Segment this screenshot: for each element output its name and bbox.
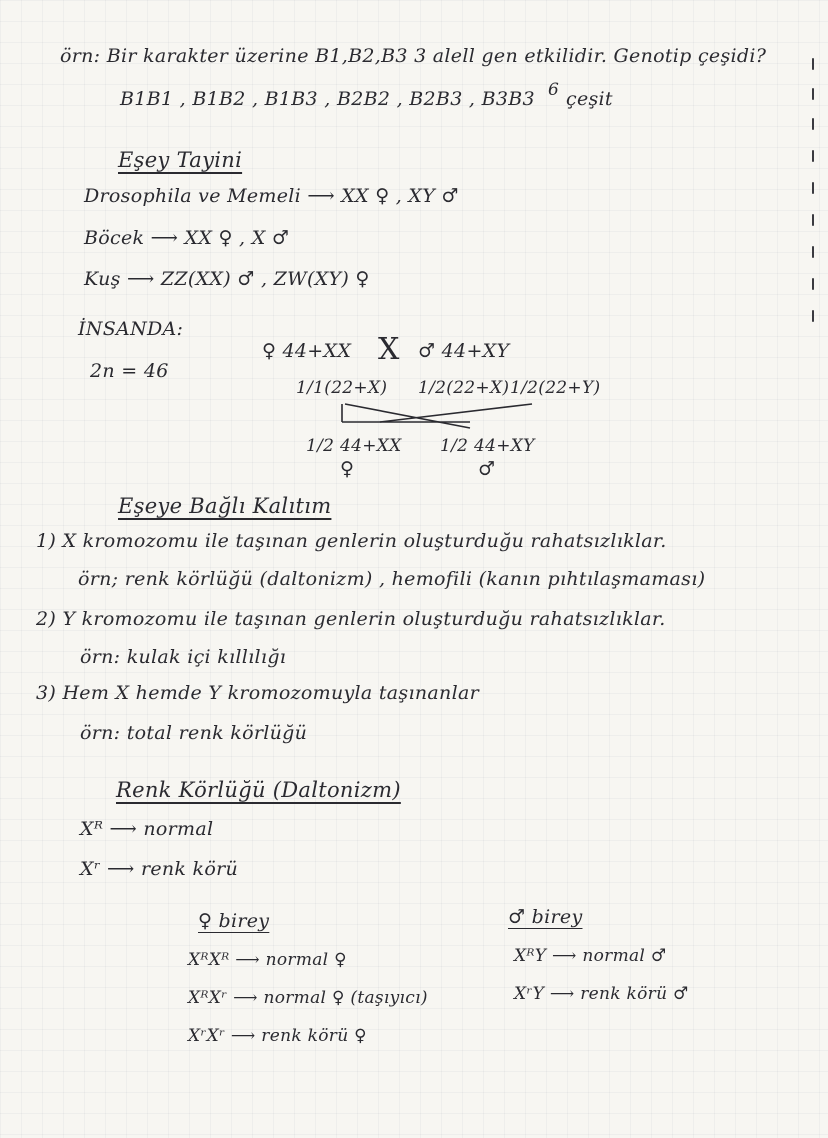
offspring-male-sex: ♂ [478, 458, 496, 480]
sex-linked-item-2: 2) Y kromozomu ile taşınan genlerin oluşturduğu rahatsızlıklar. [36, 608, 666, 630]
heading-sex-determination: Eşey Tayini [118, 148, 243, 172]
female-row: XᴿXʳ ⟶ normal ♀ (taşıyıcı) [188, 988, 428, 1008]
recessive-allele: Xʳ ⟶ renk körü [80, 858, 239, 880]
human-label: İNSANDA: [78, 318, 184, 340]
drosophila-line: Drosophila ve Memeli ⟶ XX ♀ , XY ♂ [84, 185, 459, 207]
cross-female: ♀ 44+XX [262, 340, 352, 362]
male-row: XʳY ⟶ renk körü ♂ [514, 984, 689, 1004]
female-row: XᴿXᴿ ⟶ normal ♀ [188, 950, 347, 970]
cross-male: ♂ 44+XY [418, 340, 510, 362]
cross-sign: X [378, 332, 400, 367]
sex-linked-example-1: örn; renk körlüğü (daltonizm) , hemofili (kanın pıhtılaşmaması) [78, 568, 706, 590]
gamete-male-x: 1/2(22+X) [418, 378, 510, 398]
sex-linked-example-3: örn: total renk körlüğü [80, 722, 308, 744]
sex-linked-example-2: örn: kulak içi kıllılığı [80, 646, 287, 668]
gamete-female: 1/1(22+X) [296, 378, 388, 398]
chromosome-number: 2n = 46 [90, 360, 169, 382]
offspring-male: 1/2 44+XY [440, 436, 535, 456]
example-question: örn: Bir karakter üzerine B1,B2,B3 3 alell gen etkilidir. Genotip çeşidi? [60, 45, 767, 67]
heading-color-blindness: Renk Körlüğü (Daltonizm) [116, 778, 401, 802]
offspring-female-sex: ♀ [340, 458, 355, 480]
female-heading: ♀ birey [198, 910, 270, 932]
sex-linked-item-3: 3) Hem X hemde Y kromozomuyla taşınanlar [36, 682, 479, 704]
genotype-list: B1B1 , B1B2 , B1B3 , B2B2 , B2B3 , B3B3 [120, 88, 535, 110]
normal-allele: Xᴿ ⟶ normal [80, 818, 214, 840]
heading-sex-linked: Eşeye Bağlı Kalıtım [118, 494, 332, 518]
answer-word: çeşit [566, 88, 613, 110]
insect-line: Böcek ⟶ XX ♀ , X ♂ [84, 227, 290, 249]
answer-count: 6 [548, 80, 560, 100]
male-heading: ♂ birey [508, 906, 583, 928]
offspring-female: 1/2 44+XX [306, 436, 402, 456]
gamete-male-y: 1/2(22+Y) [510, 378, 601, 398]
sex-linked-item-1: 1) X kromozomu ile taşınan genlerin oluşturduğu rahatsızlıklar. [36, 530, 667, 552]
bird-line: Kuş ⟶ ZZ(XX) ♂ , ZW(XY) ♀ [84, 268, 370, 290]
male-row: XᴿY ⟶ normal ♂ [514, 946, 667, 966]
female-row: XʳXʳ ⟶ renk körü ♀ [188, 1026, 367, 1046]
